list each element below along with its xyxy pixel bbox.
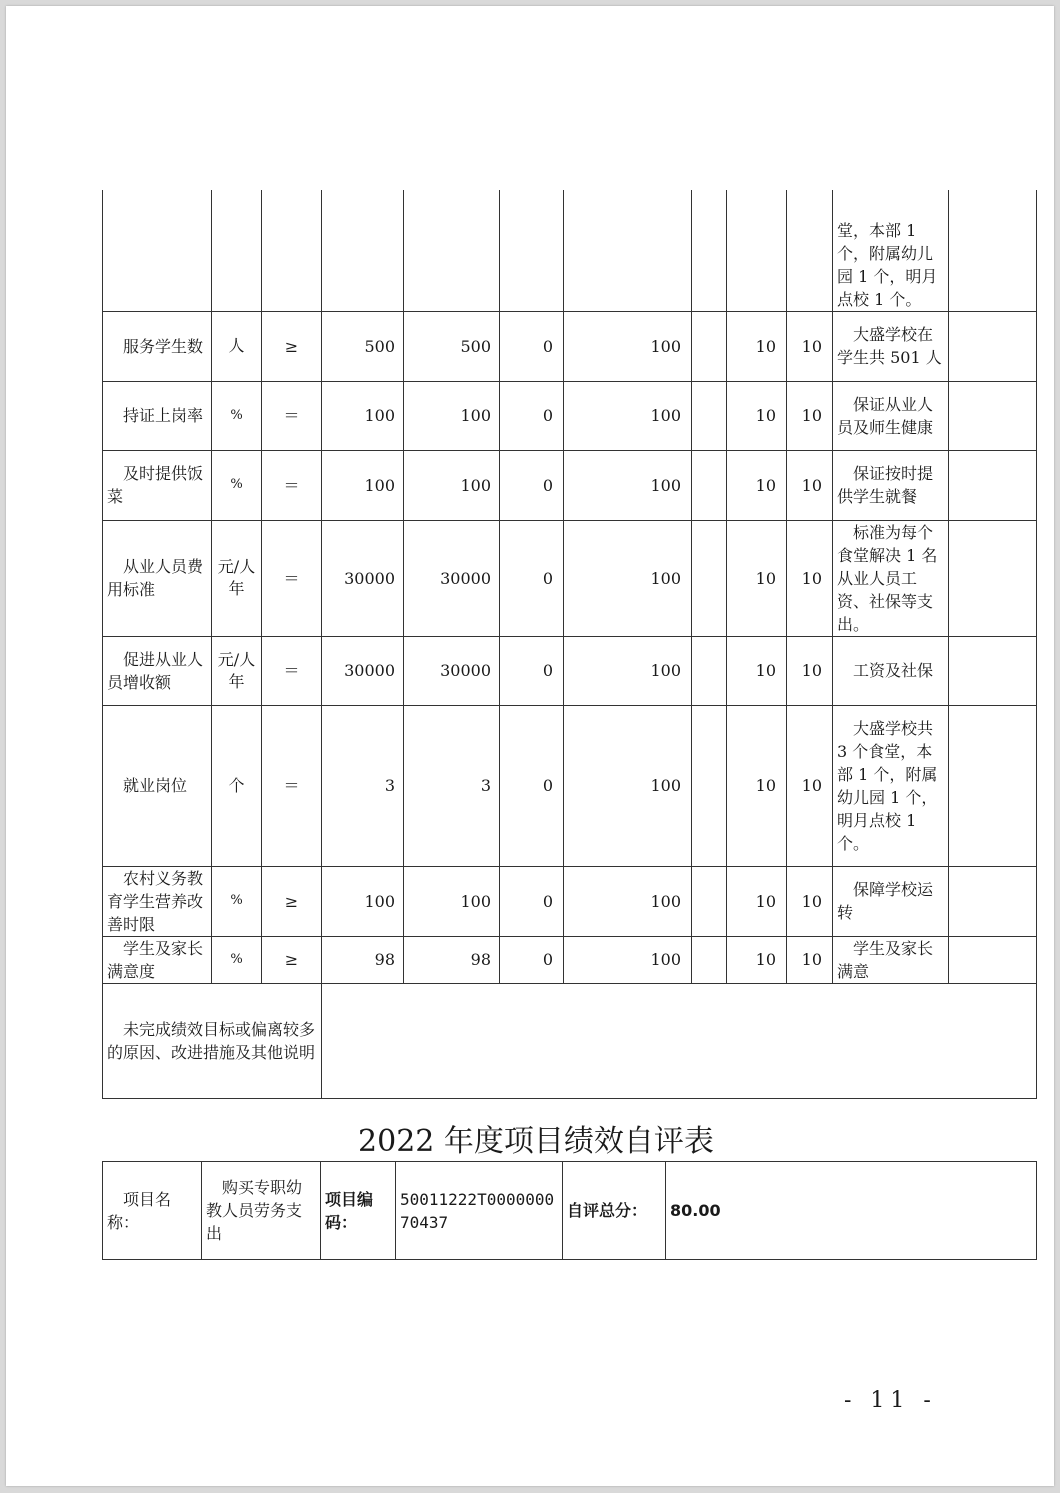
self-score-value: 80.00 (666, 1162, 1037, 1260)
cell-completion-rate: 100 (564, 636, 692, 705)
cell-completion-rate: 100 (564, 520, 692, 636)
cell-indicator-name: 及时提供饭菜 (103, 450, 212, 520)
cell-weight: 10 (727, 936, 787, 983)
table-row (103, 936, 1037, 983)
cell-note: 保障学校运转 (833, 866, 949, 936)
cell-actual-value: 100 (404, 450, 500, 520)
cell-empty (500, 190, 564, 311)
cell-actual-value: 500 (404, 311, 500, 381)
cell-target-value: 100 (322, 450, 404, 520)
cell-actual-value: 98 (404, 936, 500, 983)
cell-deviation: 0 (500, 936, 564, 983)
cell-unit: 元/人年 (212, 520, 262, 636)
cell-score: 10 (787, 705, 833, 866)
cell-empty (949, 381, 1037, 450)
cell-note: 大盛学校在学生共 501 人 (833, 311, 949, 381)
table-row (103, 450, 1037, 520)
cell-empty (787, 190, 833, 311)
cell-score: 10 (787, 450, 833, 520)
cell-deviation: 0 (500, 311, 564, 381)
cell-unit: % (212, 381, 262, 450)
cell-weight: 10 (727, 381, 787, 450)
explanation-value (322, 983, 1037, 1098)
table-row (103, 705, 1037, 866)
cell-note: 标准为每个食堂解决 1 名从业人员工资、社保等支出。 (833, 520, 949, 636)
cell-empty (564, 190, 692, 311)
cell-unit: 元/人年 (212, 636, 262, 705)
cell-unit: 个 (212, 705, 262, 866)
cell-empty (692, 936, 727, 983)
cell-score: 10 (787, 311, 833, 381)
cell-completion-rate: 100 (564, 311, 692, 381)
cell-note: 学生及家长满意 (833, 936, 949, 983)
cell-deviation: 0 (500, 636, 564, 705)
cell-weight: 10 (727, 705, 787, 866)
cell-empty (262, 190, 322, 311)
cell-unit: % (212, 936, 262, 983)
section-title: 2022 年度项目绩效自评表 (358, 1124, 714, 1159)
cell-actual-value: 100 (404, 866, 500, 936)
cell-target-value: 30000 (322, 636, 404, 705)
cell-empty (692, 866, 727, 936)
cell-empty (949, 311, 1037, 381)
cell-empty (692, 190, 727, 311)
cell-indicator-name: 促进从业人员增收额 (103, 636, 212, 705)
cell-score: 10 (787, 520, 833, 636)
cell-indicator-name: 从业人员费用标准 (103, 520, 212, 636)
table-row (103, 381, 1037, 450)
cell-deviation: 0 (500, 381, 564, 450)
cell-completion-rate: 100 (564, 381, 692, 450)
cell-empty (692, 520, 727, 636)
cell-note: 堂，本部 1 个，附属幼儿园 1 个，明月点校 1 个。 (833, 190, 949, 311)
cell-completion-rate: 100 (564, 705, 692, 866)
cell-actual-value: 100 (404, 381, 500, 450)
cell-empty (692, 381, 727, 450)
cell-unit: 人 (212, 311, 262, 381)
cell-empty (692, 705, 727, 866)
cell-empty (949, 636, 1037, 705)
table-row-continued (103, 190, 1037, 311)
cell-empty (404, 190, 500, 311)
cell-empty (949, 520, 1037, 636)
cell-empty (949, 450, 1037, 520)
page-number: - 11 - (844, 1388, 937, 1413)
cell-weight: 10 (727, 866, 787, 936)
cell-note: 保证按时提供学生就餐 (833, 450, 949, 520)
cell-score: 10 (787, 866, 833, 936)
cell-note: 保证从业人员及师生健康 (833, 381, 949, 450)
cell-empty (949, 190, 1037, 311)
project-code-value: 50011222T000000070437 (396, 1162, 563, 1260)
cell-operator: ＝ (262, 520, 322, 636)
cell-indicator-name: 学生及家长满意度 (103, 936, 212, 983)
document-page (6, 6, 1054, 1486)
cell-completion-rate: 100 (564, 936, 692, 983)
table-row-explanation (103, 983, 1037, 1098)
cell-score: 10 (787, 381, 833, 450)
cell-operator: ≥ (262, 311, 322, 381)
cell-operator: ＝ (262, 381, 322, 450)
cell-target-value: 30000 (322, 520, 404, 636)
cell-target-value: 98 (322, 936, 404, 983)
cell-operator: ＝ (262, 636, 322, 705)
explanation-label: 未完成绩效目标或偏离较多的原因、改进措施及其他说明 (103, 983, 322, 1098)
cell-empty (322, 190, 404, 311)
table-row (103, 636, 1037, 705)
cell-operator: ＝ (262, 450, 322, 520)
cell-target-value: 3 (322, 705, 404, 866)
cell-empty (727, 190, 787, 311)
cell-indicator-name: 农村义务教育学生营养改善时限 (103, 866, 212, 936)
cell-empty (103, 190, 212, 311)
cell-score: 10 (787, 936, 833, 983)
cell-operator: ≥ (262, 936, 322, 983)
cell-weight: 10 (727, 450, 787, 520)
cell-weight: 10 (727, 311, 787, 381)
project-info-table (102, 1161, 1037, 1260)
cell-empty (949, 866, 1037, 936)
cell-operator: ≥ (262, 866, 322, 936)
cell-completion-rate: 100 (564, 866, 692, 936)
cell-note: 大盛学校共 3 个食堂，本部 1 个，附属幼儿园 1 个，明月点校 1 个。 (833, 705, 949, 866)
project-name-value: 购买专职幼教人员劳务支出 (202, 1162, 321, 1260)
cell-empty (692, 450, 727, 520)
cell-deviation: 0 (500, 520, 564, 636)
cell-target-value: 100 (322, 381, 404, 450)
cell-deviation: 0 (500, 705, 564, 866)
cell-deviation: 0 (500, 866, 564, 936)
project-name-label: 项目名称： (103, 1162, 202, 1260)
cell-actual-value: 3 (404, 705, 500, 866)
cell-weight: 10 (727, 636, 787, 705)
cell-target-value: 100 (322, 866, 404, 936)
cell-empty (692, 636, 727, 705)
cell-empty (212, 190, 262, 311)
cell-unit: % (212, 866, 262, 936)
cell-operator: ＝ (262, 705, 322, 866)
cell-indicator-name: 就业岗位 (103, 705, 212, 866)
table-row (103, 866, 1037, 936)
project-info-row (103, 1162, 1037, 1260)
cell-unit: % (212, 450, 262, 520)
project-code-label: 项目编码： (321, 1162, 396, 1260)
cell-note: 工资及社保 (833, 636, 949, 705)
cell-completion-rate: 100 (564, 450, 692, 520)
cell-empty (949, 705, 1037, 866)
cell-indicator-name: 持证上岗率 (103, 381, 212, 450)
cell-target-value: 500 (322, 311, 404, 381)
cell-indicator-name: 服务学生数 (103, 311, 212, 381)
self-score-label: 自评总分： (563, 1162, 666, 1260)
cell-empty (692, 311, 727, 381)
cell-score: 10 (787, 636, 833, 705)
cell-deviation: 0 (500, 450, 564, 520)
cell-weight: 10 (727, 520, 787, 636)
cell-actual-value: 30000 (404, 636, 500, 705)
cell-empty (949, 936, 1037, 983)
cell-actual-value: 30000 (404, 520, 500, 636)
performance-indicator-table (102, 190, 1037, 1099)
table-row (103, 520, 1037, 636)
table-row (103, 311, 1037, 381)
